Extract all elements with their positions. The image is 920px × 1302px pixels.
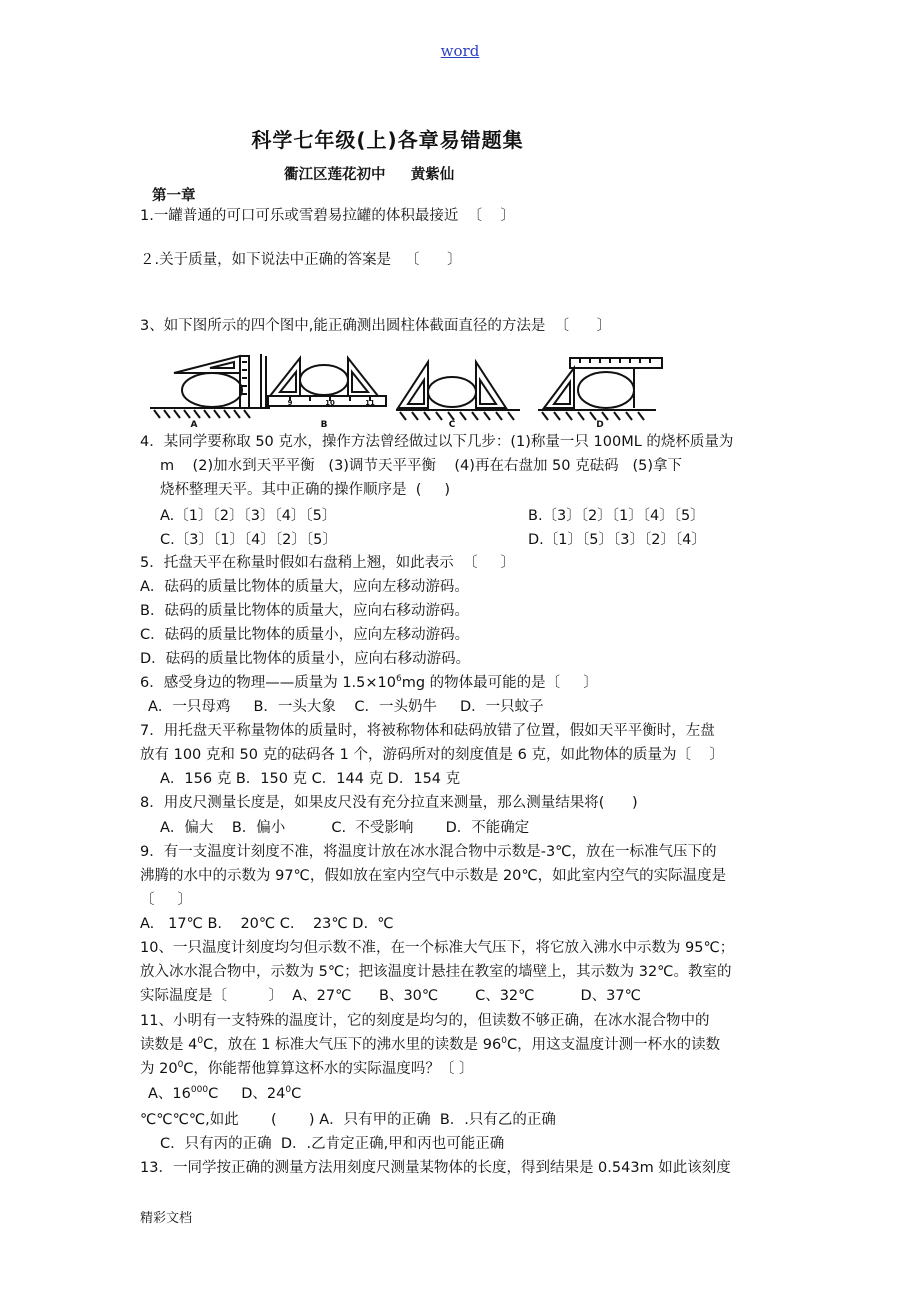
question-9-line-2: 沸腾的水中的示数为 97℃，假如放在室内空气中示数是 20℃，如此室内空气的实际温度是 (140, 868, 727, 884)
question-4-line-2: m (2)加水到天平平衡 (3)调节天平平衡 (4)再在右盘加 50 克砝码 (5)拿下 (160, 458, 682, 474)
ruler-tick-9: 9 (287, 399, 293, 407)
question-13: 13．一同学按正确的测量方法用刻度尺测量某物体的长度，得到结果是 0.543m 如此该刻度 (140, 1160, 731, 1176)
question-2: ２.关于质量，如下说法中正确的答案是 〔 〕 (140, 252, 462, 268)
question-12-line-2: C．只有丙的正确 D．.乙肯定正确,甲和丙也可能正确 (160, 1136, 505, 1152)
question-5-option-d: D．砝码的质量比物体的质量小，应向右移动游码。 (140, 651, 471, 667)
question-4-option-d: D.〔1〕〔5〕〔3〕〔2〕〔4〕 (528, 532, 706, 548)
question-5-option-c: C．砝码的质量比物体的质量小，应向左移动游码。 (140, 627, 470, 643)
question-6-options: A．一只母鸡 B．一头大象 C．一头奶牛 D．一只蚊子 (148, 699, 544, 715)
question-4-line-1: 4．某同学要称取 50 克水，操作方法曾经做过以下几步：(1)称量一只 100ML 的烧杯质量为 (140, 434, 734, 450)
question-8-options: A．偏大 B．偏小 C. 不受影响 D．不能确定 (160, 820, 530, 836)
question-10-line-3: 实际温度是〔 〕 A、27℃ B、30℃ C、32℃ D、37℃ (140, 988, 641, 1004)
question-7-options: A．156 克 B．150 克 C．144 克 D．154 克 (160, 771, 461, 787)
question-3: 3、如下图所示的四个图中,能正确测出圆柱体截面直径的方法是 〔 〕 (140, 318, 612, 334)
question-9-line-1: 9．有一支温度计刻度不准，将温度计放在冰水混合物中示数是-3℃，放在一标准气压下的 (140, 844, 717, 860)
question-12-line-1: ℃℃℃℃,如此 ( ) A．只有甲的正确 B．.只有乙的正确 (140, 1112, 556, 1128)
measurement-figure (150, 348, 670, 428)
chapter-heading: 第一章 (152, 188, 196, 204)
ruler-tick-11: 11 (365, 399, 375, 407)
ruler-tick-10: 10 (325, 399, 335, 407)
question-10-line-1: 10、一只温度计刻度均匀但示数不准，在一个标准大气压下，将它放入沸水中示数为 95℃； (140, 940, 735, 956)
header-link[interactable]: word (440, 42, 480, 60)
footer-label: 精彩文档 (140, 1211, 193, 1226)
question-4-option-b: B.〔3〕〔2〕〔1〕〔4〕〔5〕 (528, 508, 705, 524)
figure-label-c: C (448, 420, 456, 428)
question-11-line-2: 读数是 $4^0C$，放在 1 标准大气压下的沸水里的读数是 $96^0C$，用这支温度计测一杯水的读数 (140, 1036, 721, 1053)
doc-subtitle: 衢江区莲花初中 黄紫仙 (284, 167, 455, 183)
figure-a (150, 354, 270, 418)
doc-title: 科学七年级(上)各章易错题集 (251, 128, 524, 152)
question-6: 6．感受身边的物理——质量为 $1.5\times 10^6mg$ 的物体最可能的是〔 〕 (140, 674, 598, 691)
question-4-option-a: A.〔1〕〔2〕〔3〕〔4〕〔5〕 (160, 508, 337, 524)
question-5-option-a: A．砝码的质量比物体的质量大，应向左移动游码。 (140, 579, 469, 595)
question-8: 8．用皮尺测量长度是，如果皮尺没有充分拉直来测量，那么测量结果将( ) (140, 795, 638, 811)
question-11-line-3: 为 $20^0C$，你能帮他算算这杯水的实际温度吗？〔 〕 (140, 1060, 474, 1077)
figure-d (538, 358, 662, 420)
figure-c (396, 362, 520, 420)
question-10-line-2: 放入冰水混合物中，示数为 5℃；把该温度计悬挂在教室的墙壁上，其示数为 32℃。教室的 (140, 964, 732, 980)
question-5-option-b: B．砝码的质量比物体的质量大，应向右移动游码。 (140, 603, 469, 619)
question-4-line-3: 烧杯整理天平。其中正确的操作顺序是 ( ) (160, 482, 451, 498)
question-5: 5．托盘天平在称量时假如右盘稍上翘，如此表示 〔 〕 (140, 555, 515, 571)
question-9-line-3: 〔 〕 (140, 892, 193, 908)
question-1: 1.一罐普通的可口可乐或雪碧易拉罐的体积最接近 〔 〕 (140, 208, 515, 224)
question-4-option-c: C.〔3〕〔1〕〔4〕〔2〕〔5〕 (160, 532, 337, 548)
question-7-line-1: 7．用托盘天平称量物体的质量时，将被称物体和砝码放错了位置，假如天平平衡时，左盘 (140, 723, 715, 739)
figure-label-a: A (190, 420, 198, 428)
question-9-options: A. 17℃ B. 20℃ C. 23℃ D. ℃ (140, 916, 394, 932)
question-7-line-2: 放有 100 克和 50 克的砝码各 1 个，游码所对的刻度值是 6 克，如此物体的质量为〔 〕 (140, 747, 724, 763)
figure-label-d: D (596, 420, 604, 428)
figure-label-b: B (320, 420, 328, 428)
question-11-line-1: 11、小明有一支特殊的温度计，它的刻度是均匀的，但读数不够正确，在冰水混合物中的 (140, 1013, 710, 1029)
question-11-options: A、$16^{000}C$ D、$24^0C$ (148, 1085, 302, 1102)
